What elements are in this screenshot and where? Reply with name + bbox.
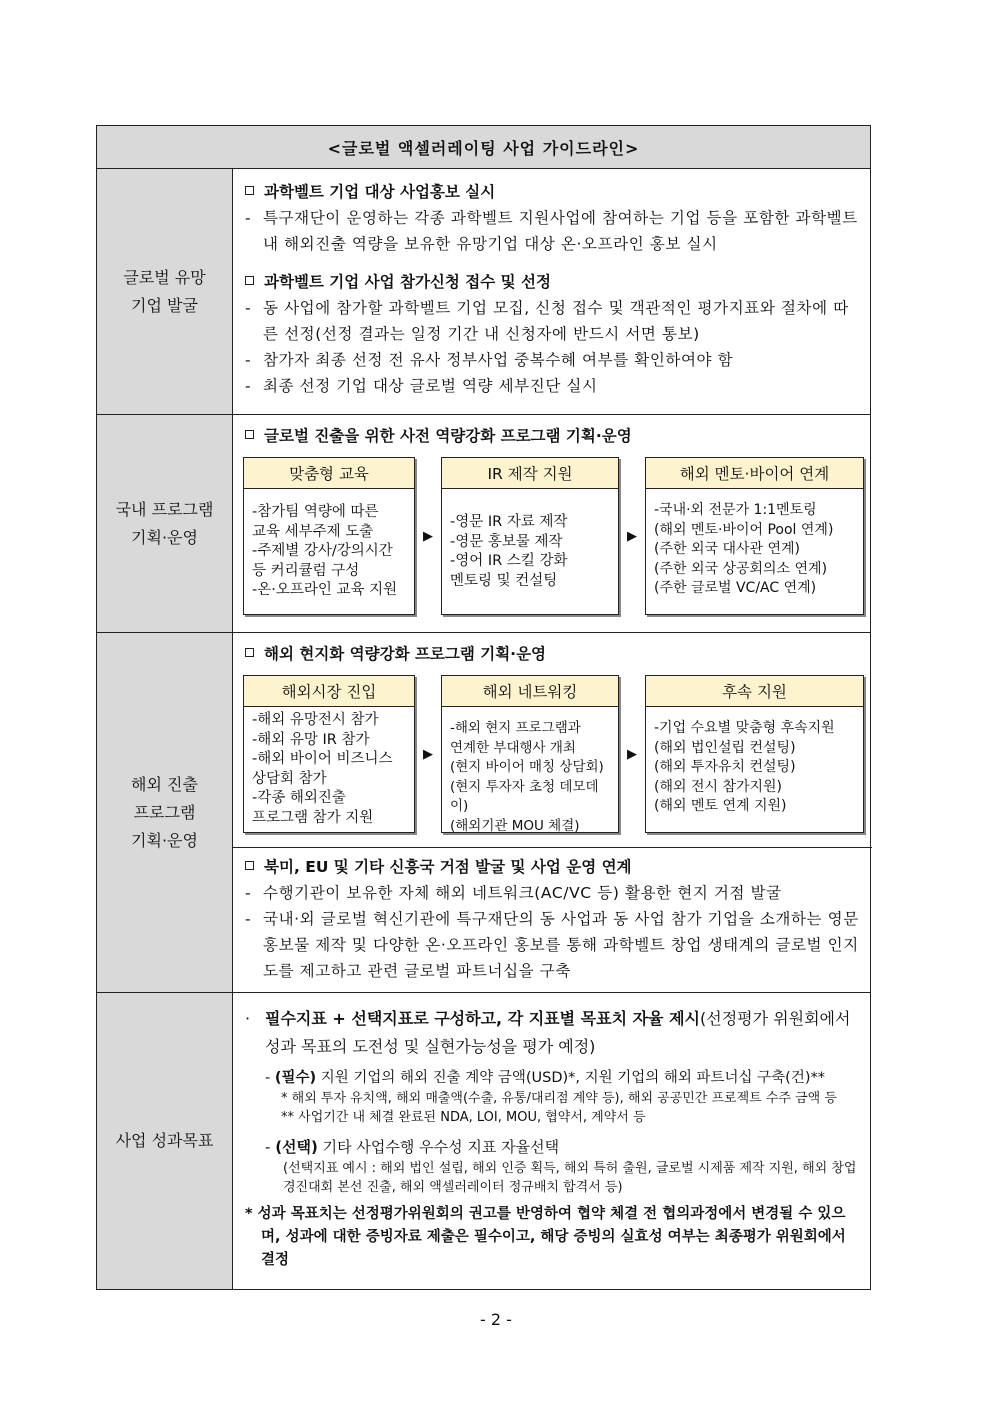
program-flow <box>233 671 872 847</box>
box-title: 해외 네트워킹 <box>442 676 618 707</box>
row-label: 사업 성과목표 <box>97 993 233 1289</box>
box-title: 후속 지원 <box>646 676 863 707</box>
square-bullet-icon <box>245 861 254 870</box>
program-box <box>243 457 415 615</box>
square-bullet-icon <box>245 186 254 195</box>
row-label: 국내 프로그램 기획·운영 <box>97 415 233 632</box>
row-label: 글로벌 유망 기업 발굴 <box>97 169 233 414</box>
footnote: (선택지표 예시 : 해외 법인 설립, 해외 인증 획득, 해외 특허 출원, 글로벌 시제품 제작 지원, 해외 창업 경진대회 본선 진출, 해외 액셀러레이터 정규배치 합격서 등) <box>283 1161 857 1195</box>
box-title: 해외시장 진입 <box>244 676 414 707</box>
section-heading: 과학벨트 기업 사업 참가신청 접수 및 선정 <box>245 269 860 295</box>
box-body: -국내·외 전문가 1:1멘토링 (해외 멘토·바이어 Pool 연계) (주한 외국 대사관 연계) (주한 외국 상공회의소 연계) (주한 글로벌 VC/AC 연계) <box>654 502 834 596</box>
box-body: -기업 수요별 맞춤형 후속지원 (해외 법인설립 컨설팅) (해외 투자유치 컨설팅) (해외 전시 참가지원) (해외 멘토 연계 지원) <box>654 720 835 814</box>
section-heading: 해외 현지화 역량강화 프로그램 기획·운영 <box>245 641 862 667</box>
program-box <box>645 675 864 833</box>
box-body: -영문 IR 자료 제작 -영문 홍보물 제작 -영어 IR 스킬 강화 멘토링 및 컨설팅 <box>450 514 568 589</box>
footnote: * 해외 투자 유치액, 해외 매출액(수출, 유통/대리점 계약 등), 해외 공공민간 프로젝트 수주 금액 등 <box>281 1091 837 1106</box>
row-domestic-program <box>97 415 870 633</box>
arrow-right-icon: ▶ <box>627 746 637 762</box>
program-box <box>441 675 619 833</box>
square-bullet-icon <box>245 430 254 439</box>
row-content <box>233 993 870 1289</box>
program-flow <box>233 453 872 625</box>
section-heading: 과학벨트 기업 대상 사업홍보 실시 <box>245 179 860 205</box>
row-performance-goals <box>97 993 870 1289</box>
program-box <box>645 457 864 615</box>
guideline-table <box>96 125 871 1290</box>
required-indicator: - (필수) 지원 기업의 해외 진출 계약 금액(USD)*, 지원 기업의 해외 파트너십 구축(건)** <box>265 1070 825 1086</box>
square-bullet-icon <box>245 648 254 657</box>
arrow-right-icon: ▶ <box>423 746 433 762</box>
goal-lead: · 필수지표 + 선택지표로 구성하고, 각 지표별 목표치 자율 제시(선정평가 위원회에서 성과 목표의 도전성 및 실현가능성을 평가 예정) <box>245 1009 851 1056</box>
page-number: - 2 - <box>480 1310 512 1329</box>
list-item: - 동 사업에 참가할 과학벨트 기업 모집, 신청 접수 및 객관적인 평가지표와 절차에 따른 선정(선정 결과는 일정 기간 내 신청자에 반드시 서면 통보) <box>245 299 849 343</box>
list-item: - 최종 선정 기업 대상 글로벌 역량 세부진단 실시 <box>245 377 598 395</box>
program-box <box>441 457 619 615</box>
box-body: -참가팀 역량에 따른 교육 세부주제 도출 -주제별 강사/강의시간 등 커리큘럼 구성 -온·오프라인 교육 지원 <box>252 504 398 598</box>
box-title: 맞춤형 교육 <box>244 458 414 489</box>
row-global-discovery <box>97 169 870 415</box>
square-bullet-icon <box>245 276 254 285</box>
row-content <box>233 169 870 414</box>
footnote: ** 사업기간 내 체결 완료된 NDA, LOI, MOU, 협약서, 계약서 등 <box>281 1110 646 1125</box>
box-body: -해외 유망전시 참가 -해외 유망 IR 참가 -해외 바이어 비즈니스 상담회 참가 -각종 해외진출 프로그램 참가 지원 <box>252 712 393 826</box>
arrow-right-icon: ▶ <box>627 528 637 544</box>
row-content <box>233 633 872 992</box>
optional-indicator: - (선택) 기타 사업수행 우수성 지표 자율선택 <box>265 1138 560 1156</box>
table-title: <글로벌 액셀러레이팅 사업 가이드라인> <box>97 126 870 169</box>
section-heading: 북미, EU 및 기타 신흥국 거점 발굴 및 사업 운영 연계 <box>245 854 862 880</box>
row-label: 해외 진출 프로그램 기획·운영 <box>97 633 233 992</box>
box-body: -해외 현지 프로그램과 연계한 부대행사 개최 (현지 바이어 매칭 상담회) (현지 투자자 초청 데모데이) (해외기관 MOU 체결) <box>450 720 604 834</box>
list-item: - 특구재단이 운영하는 각종 과학벨트 지원사업에 참여하는 기업 등을 포함한 과학벨트 내 해외진출 역량을 보유한 유망기업 대상 온·오프라인 홍보 실시 <box>245 209 858 253</box>
list-item: - 수행기관이 보유한 자체 해외 네트워크(AC/VC 등) 활용한 현지 거점 발굴 <box>245 884 782 902</box>
final-note: * 성과 목표치는 선정평가위원회의 권고를 반영하여 협약 체결 전 협의과정에서 변경될 수 있으며, 성과에 대한 증빙자료 제출은 필수이고, 해당 증빙의 실효성 여부는 최종평가 위원회에서 결정 <box>245 1206 846 1268</box>
box-title: IR 제작 지원 <box>442 458 618 489</box>
program-box <box>243 675 415 833</box>
arrow-right-icon: ▶ <box>423 528 433 544</box>
box-title: 해외 멘토·바이어 연계 <box>646 458 863 489</box>
row-content <box>233 415 872 632</box>
row-overseas-program <box>97 633 870 993</box>
list-item: - 참가자 최종 선정 전 유사 정부사업 중복수혜 여부를 확인하여야 함 <box>245 351 734 369</box>
list-item: - 국내·외 글로벌 혁신기관에 특구재단의 동 사업과 동 사업 참가 기업을 소개하는 영문 홍보물 제작 및 다양한 온·오프라인 홍보를 통해 과학벨트 창업 생태계의 글로벌 인지도를 제고하고 관련 글로벌 파트너십을 구축 <box>245 910 859 980</box>
section-heading: 글로벌 진출을 위한 사전 역량강화 프로그램 기획·운영 <box>245 423 862 449</box>
